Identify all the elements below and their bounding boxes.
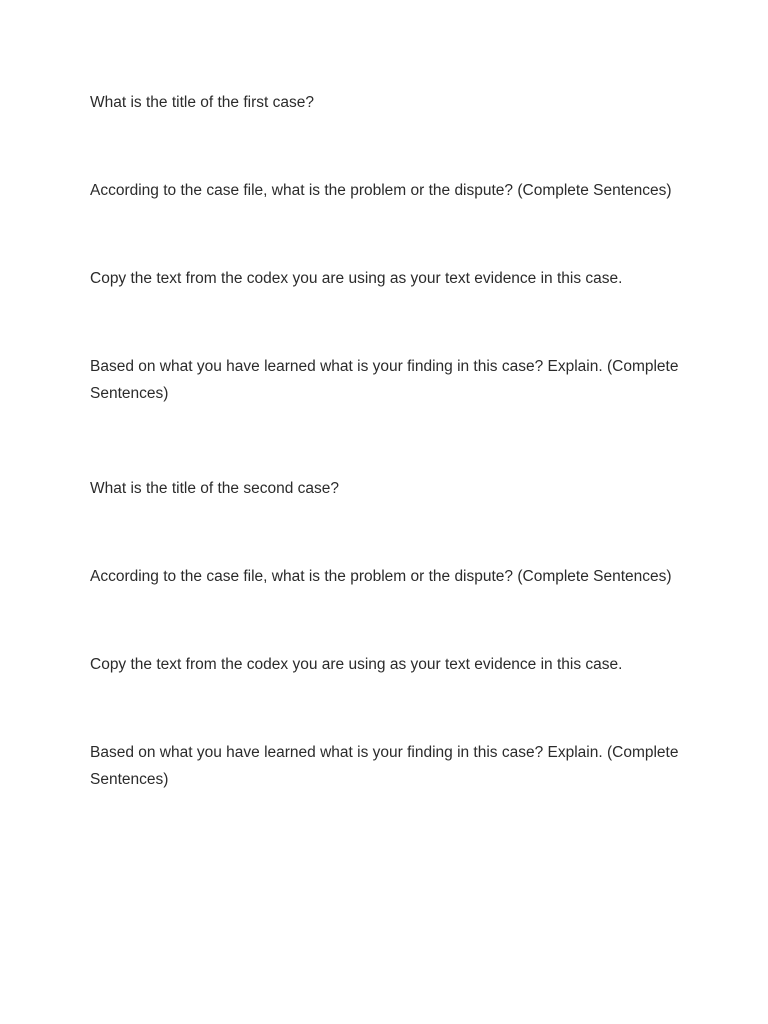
question-first-case-dispute: According to the case file, what is the problem or the dispute? (Complete Sentences)	[90, 182, 672, 199]
question-first-case-evidence: Copy the text from the codex you are using as your text evidence in this case.	[90, 270, 623, 287]
question-second-case-dispute: According to the case file, what is the problem or the dispute? (Complete Sentences)	[90, 568, 672, 585]
question-second-case-title: What is the title of the second case?	[90, 480, 339, 497]
question-first-case-title: What is the title of the first case?	[90, 94, 314, 111]
question-first-case-finding: Based on what you have learned what is your finding in this case? Explain. (Complete Sentences)	[90, 358, 679, 402]
question-second-case-evidence: Copy the text from the codex you are using as your text evidence in this case.	[90, 656, 623, 673]
question-second-case-finding: Based on what you have learned what is your finding in this case? Explain. (Complete Sentences)	[90, 744, 679, 788]
